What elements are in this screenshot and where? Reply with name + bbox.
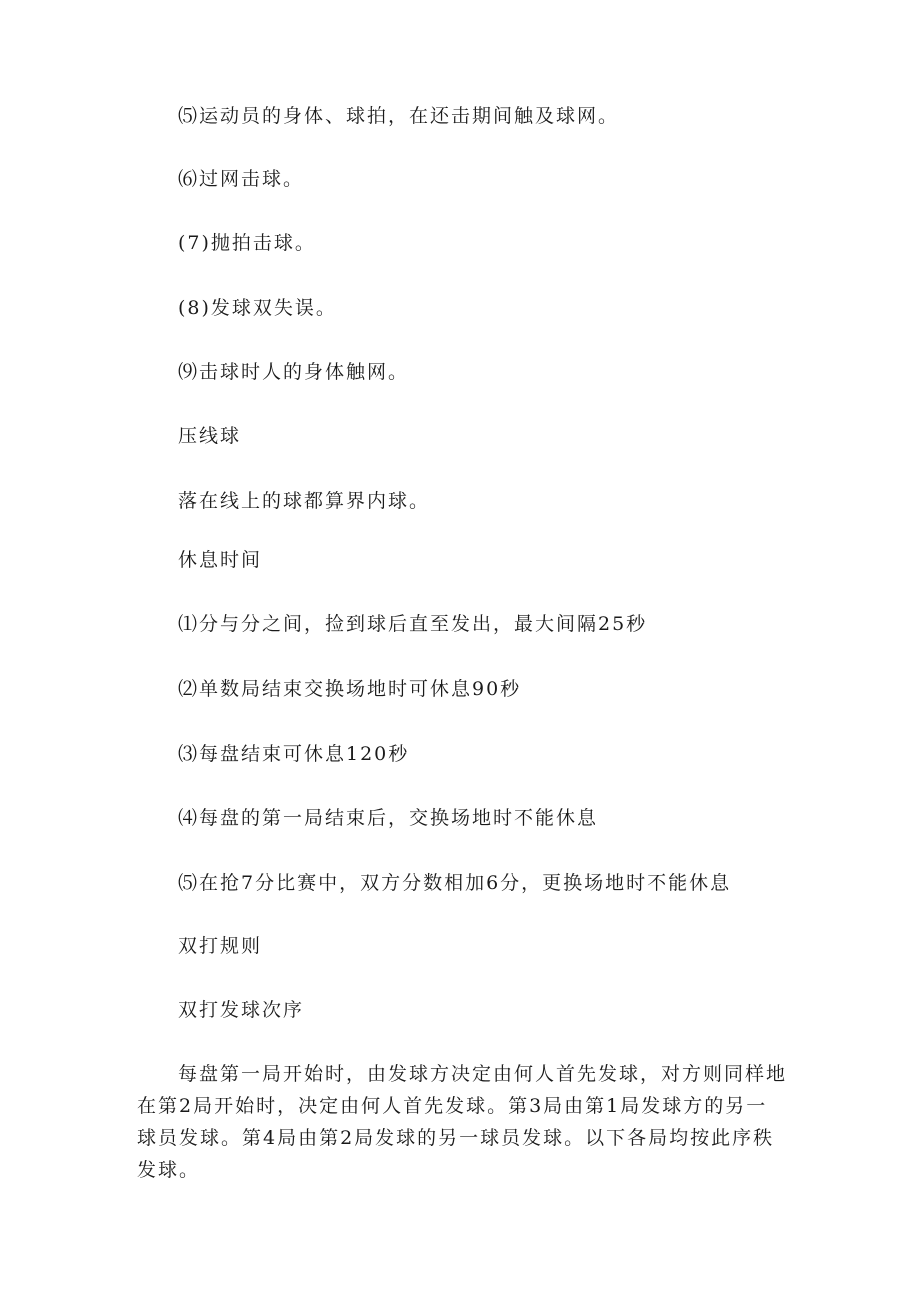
rule-item-9-body-net: ⑼击球时人的身体触网。 <box>178 361 410 383</box>
rest-item-5: ⑸在抢7分比赛中，双方分数相加6分，更换场地时不能休息 <box>178 872 732 894</box>
section-heading-rest-time: 休息时间 <box>178 549 263 571</box>
rest-item-4: ⑷每盘的第一局结束后，交换场地时不能休息 <box>178 807 599 829</box>
section-heading-line-ball: 压线球 <box>178 425 242 447</box>
rest-item-3: ⑶每盘结束可休息120秒 <box>178 743 410 765</box>
line-ball-text: 落在线上的球都算界内球。 <box>178 490 431 512</box>
rule-item-7-throw-racket: (7)抛拍击球。 <box>178 232 316 254</box>
rule-item-6-over-net: ⑹过网击球。 <box>178 168 305 190</box>
doubles-serve-order-paragraph: 每盘第一局开始时，由发球方决定由何人首先发球，对方则同样地在第2局开始时，决定由何人首先发球。第3局由第1局发球方的另一球员发球。第4局由第2局发球的另一球员发球。以下各局均按此序秩发球。 <box>137 1063 788 1181</box>
rule-item-5-net-touch: ⑸运动员的身体、球拍，在还击期间触及球网。 <box>178 105 620 127</box>
section-heading-doubles-serve-order: 双打发球次序 <box>178 999 305 1021</box>
section-heading-doubles-rules: 双打规则 <box>178 935 263 957</box>
rule-item-8-double-fault: (8)发球双失误。 <box>178 297 337 319</box>
rest-item-1: ⑴分与分之间，捡到球后直至发出，最大间隔25秒 <box>178 613 648 635</box>
rest-item-2: ⑵单数局结束交换场地时可休息90秒 <box>178 678 522 700</box>
